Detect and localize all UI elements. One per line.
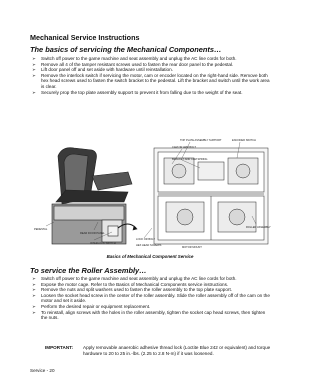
page-footer: Service - 20 [30, 368, 55, 373]
list-item: ➢ Switch off power to the game machine and seat assembly and unplug the AC line cords for both. [32, 56, 272, 62]
section-heading-roller: To service the Roller Assembly… [30, 266, 147, 275]
mechanism-illustration [154, 148, 268, 244]
service-diagram-drawing [32, 136, 272, 251]
list-item: ➢ Lift door panel off and set aside with hardware until reinstallation. [32, 67, 272, 73]
label-top-plate: TOP PLATE ASSEMBLY SUPPORT [180, 139, 222, 142]
label-hex-screws: HEX HEAD SCREWS [136, 244, 162, 247]
roller-step-list [32, 276, 272, 321]
list-item: ➢ To reinstall, align screws with the holes in the roller assembly, tighten the socket cap head screws, then tighten the nuts. [32, 310, 272, 321]
page-title: Mechanical Service Instructions [30, 33, 140, 42]
list-item: ➢ Perform the desired repair or equipment replacement. [32, 304, 272, 310]
service-diagram [32, 136, 272, 251]
label-cam-arm: CAM OR ARM BOLT [172, 146, 197, 149]
list-item: ➢ Remove the interlock switch if servicing the motor, cam or encoder located on the right-hand side. Remove both hex head screws used to fasten the switch bracket to the pedestal. Lift the bracket and switch until the work area is clear. [32, 73, 272, 90]
list-item: ➢ Switch off power to the game machine and seat assembly and unplug the AC line cords for both. [32, 276, 272, 282]
important-label: IMPORTANT: [45, 345, 73, 350]
label-encoder: ENCODER SWITCH [232, 139, 256, 142]
basics-step-list [32, 56, 272, 95]
important-note: Apply removable anaerobic adhesive thread lock (Loctite Blue 242 or equivalent) and torque hardware to 20 to 25 in.-lbs. (2.25 to 2.8 N-m) if it was loosened. [83, 345, 271, 356]
label-roller: ROLLER ASSEMBLY [246, 226, 271, 229]
list-item: ➢ Securely prop the top plate assembly support to prevent it from falling due to the weight of the seat. [32, 90, 272, 96]
list-item: ➢ Remove all 4 of the tamper resistant screws used to fasten the rear door panel to the pedestal. [32, 62, 272, 68]
seat-illustration [52, 148, 137, 244]
list-item: ➢ Expose the motor cage. Refer to the Basics of Mechanical Components service instructions. [32, 282, 272, 288]
figure-caption: Basics of Mechanical Component Service [106, 254, 194, 259]
label-interlock: INTERLOCK SWITCH [90, 242, 116, 245]
label-lock-bolt: LOCK OR BOLT [136, 238, 155, 241]
label-rear-door: REAR DOOR PANEL [80, 232, 105, 235]
list-item: ➢ Loosen the socket head screw in the center of the roller assembly. Slide the roller assembly off of the cam on the motor and set it aside. [32, 293, 272, 304]
label-bracket: BRACKET AND CAM SPRING [172, 158, 208, 161]
list-item: ➢ Remove the nuts and split washers used to fasten the roller assembly to the top plate support. [32, 287, 272, 293]
label-motor-mount: MOTOR MOUNT [182, 246, 202, 249]
label-pedestal: PEDESTAL [34, 228, 48, 231]
section-heading-basics: The basics of servicing the Mechanical Components… [30, 45, 222, 54]
